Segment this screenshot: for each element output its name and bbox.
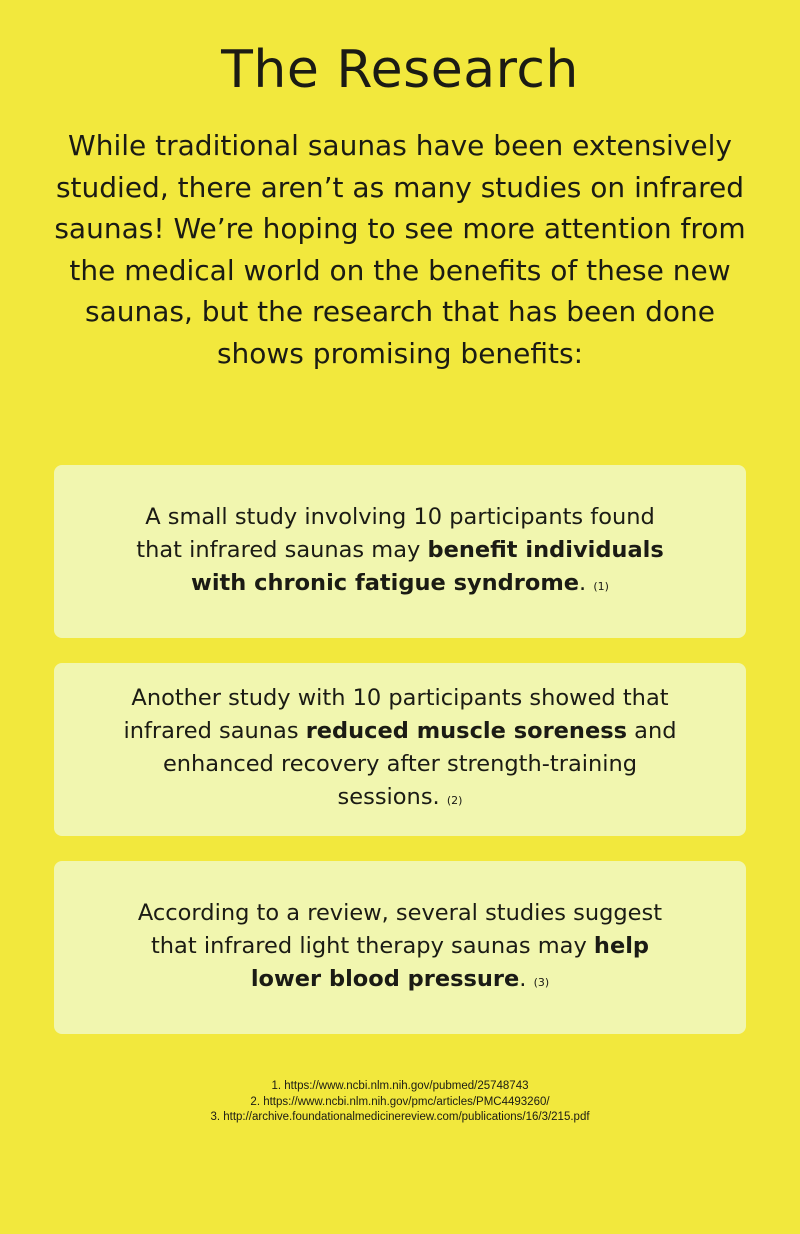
study-text: According to a review, several studies suggest that infrared light therapy saunas may	[137, 899, 663, 959]
study-card-text	[120, 501, 680, 603]
study-text-end: and enhanced recovery after strength-training sessions.	[162, 718, 677, 810]
study-card-3	[54, 861, 746, 1034]
study-text: A small study involving 10 participants found that infrared saunas may	[136, 503, 655, 563]
study-highlight: benefit individuals with chronic fatigue syndrome	[191, 536, 664, 596]
study-card-text	[120, 897, 680, 999]
references-list	[0, 1079, 800, 1126]
study-text-end: .	[519, 965, 527, 992]
citation-marker: (1)	[593, 579, 609, 593]
study-card-text	[120, 682, 680, 817]
intro-paragraph: While traditional saunas have been extensively studied, there aren’t as many studies on infrared saunas! We’re hoping to see more attention from the medical world on the benefits of these new saunas, but the research that has been done shows promising benefits:	[54, 129, 746, 370]
study-card-2	[54, 663, 746, 836]
reference-link-1[interactable]: 1. https://www.ncbi.nlm.nih.gov/pubmed/25748743	[271, 1080, 529, 1092]
study-card-1	[54, 465, 746, 638]
study-highlight: reduced muscle soreness	[305, 718, 627, 744]
citation-marker: (2)	[446, 794, 463, 807]
reference-link-2[interactable]: 2. https://www.ncbi.nlm.nih.gov/pmc/articles/PMC4493260/	[250, 1095, 550, 1108]
citation-marker: (3)	[533, 975, 550, 989]
reference-link-3[interactable]: 3. http://archive.foundationalmedicinereview.com/publications/16/3/215.pdf	[210, 1111, 590, 1123]
page-title: The Research	[221, 40, 579, 100]
study-text-end: .	[579, 569, 587, 596]
study-text: Another study with 10 participants showed that infrared saunas	[123, 685, 669, 744]
study-highlight: help lower blood pressure	[250, 932, 650, 992]
